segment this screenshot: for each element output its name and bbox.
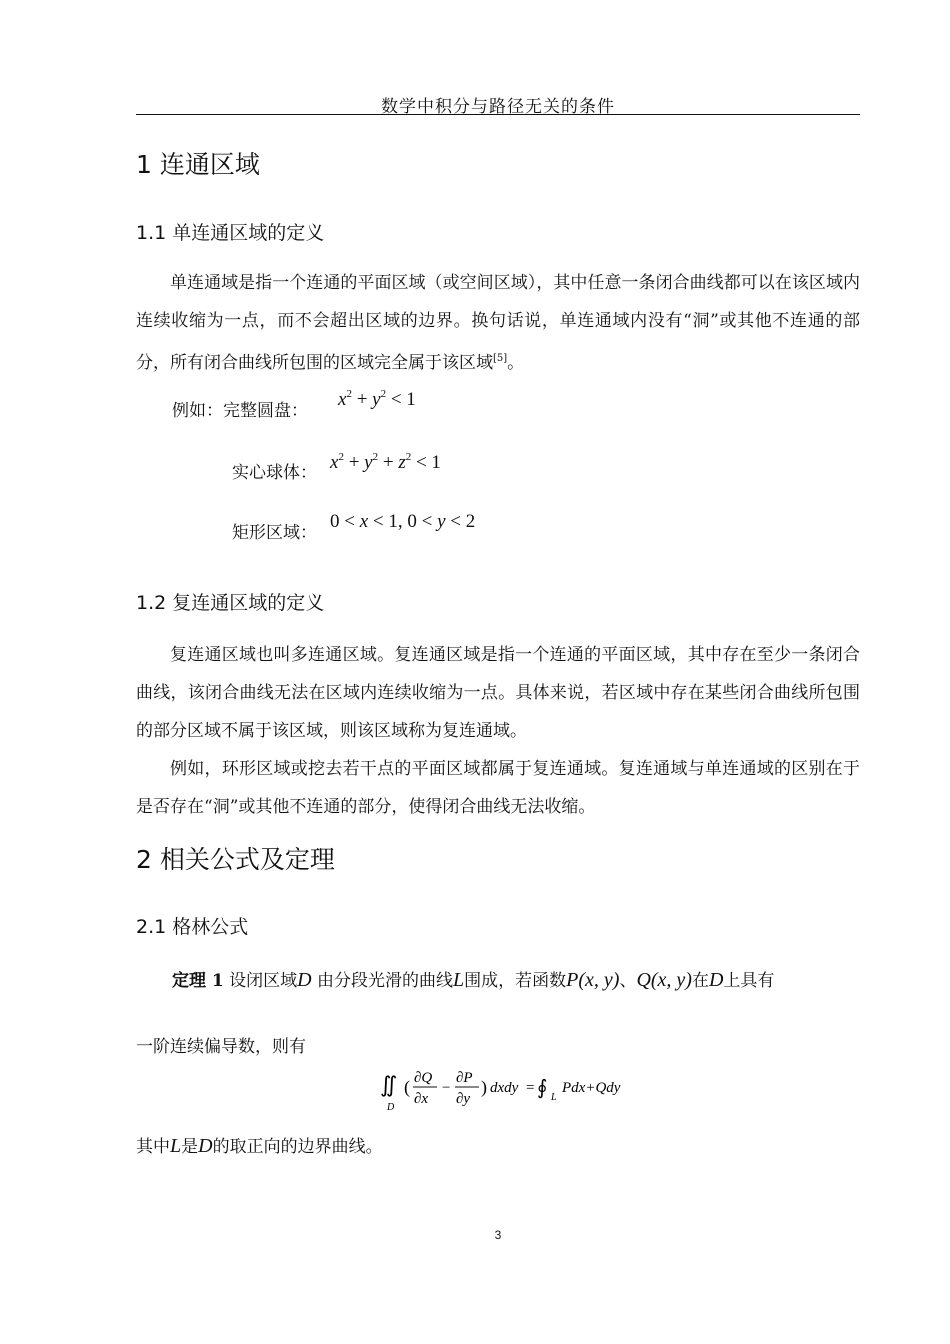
denominator-dy: ∂y (456, 1091, 471, 1107)
section-1-2-paragraphs (136, 636, 860, 826)
section-1-2-title: 1.2 复连通区域的定义 (136, 592, 325, 614)
theorem-text: 由分段光滑的曲线 (317, 971, 454, 991)
denominator-dx: ∂x (414, 1091, 429, 1107)
symbol-L: L (170, 1135, 182, 1157)
region-subscript: D (387, 1102, 395, 1113)
theorem-line-2: 一阶连续偏导数，则有 (136, 1037, 306, 1057)
symbol-D: D (297, 969, 312, 991)
rhs-expression: Pdx+Qdy (562, 1080, 621, 1096)
header-rule (136, 114, 860, 115)
section-2-title: 2 相关公式及定理 (136, 845, 335, 874)
separator: 、 (619, 971, 637, 991)
text: 的取正向的边界曲线。 (212, 1137, 383, 1157)
symbol-Q: Q(x, y) (636, 969, 692, 991)
text: 是 (181, 1137, 199, 1157)
text: 其中 (136, 1137, 170, 1157)
theorem-text: 在 (691, 971, 709, 991)
section-1-1-paragraph (136, 264, 860, 382)
curve-subscript: L (551, 1092, 557, 1103)
section-1-1-title: 1.1 单连通区域的定义 (136, 222, 325, 244)
greens-formula-svg (380, 1062, 660, 1118)
page-number: 3 (494, 1228, 502, 1242)
equals-sign: = (526, 1080, 535, 1096)
after-formula-line (136, 1132, 383, 1158)
symbol-D: D (198, 1135, 213, 1157)
theorem-text: 设闭区域 (229, 971, 298, 991)
formula-rect: 0 < x < 1, 0 < y < 2 (330, 511, 476, 532)
example-label-rect: 矩形区域： (232, 523, 317, 543)
paragraph-text: 单连通域是指一个连通的平面区域（或空间区域），其中任意一条闭合曲线都可以在该区域内连续收缩为一点，而不会超出区域的边界。换句话说，单连通域内没有“洞”或其他不连通的部分，所有闭合曲线所包围的区域完全属于该区域 (136, 273, 860, 373)
theorem-text: 围成，若函数 (464, 971, 567, 991)
paragraph: 复连通区域也叫多连通区域。复连通区域是指一个连通的平面区域，其中存在至少一条闭合曲线，该闭合曲线无法在区域内连续收缩为一点。具体来说，若区域中存在某些闭合曲线所包围的部分区域不属于该区域，则该区域称为复连通域。 (136, 645, 860, 741)
page-header-title: 数学中积分与路径无关的条件 (381, 97, 615, 117)
section-2-1-title: 2.1 格林公式 (136, 916, 249, 938)
theorem-label: 定理 1 (172, 971, 224, 991)
citation-ref: [5] (493, 353, 508, 364)
formula-ball: $x^2 + y^2 + z^2 < 1$ (330, 451, 441, 473)
numerator-dP: ∂P (456, 1070, 473, 1086)
paragraph-end: 。 (507, 353, 525, 373)
greens-formula (380, 1062, 660, 1122)
contour-integral-sign: ∮ (537, 1077, 548, 1099)
symbol-D: D (708, 969, 724, 991)
symbol-P: P(x, y) (566, 969, 620, 991)
section-1-title: 1 连通区域 (136, 150, 260, 179)
minus-sign: − (442, 1080, 451, 1096)
numerator-dQ: ∂Q (414, 1070, 433, 1086)
symbol-L: L (453, 969, 465, 991)
open-paren: ( (404, 1077, 410, 1097)
theorem-line (172, 966, 774, 992)
formula-disk: $x^2 + y^2 < 1$ (338, 388, 416, 410)
dxdy: dxdy (490, 1080, 519, 1096)
close-paren: ) (481, 1077, 487, 1097)
example-label-disk: 例如：完整圆盘： (172, 401, 308, 421)
example-label-ball: 实心球体： (232, 463, 317, 483)
paragraph: 例如，环形区域或挖去若干点的平面区域都属于复连通域。复连通域与单连通域的区别在于是否存在“洞”或其他不连通的部分，使得闭合曲线无法收缩。 (136, 759, 860, 817)
theorem-text: 上具有 (723, 971, 775, 991)
double-integral-sign: ∬ (380, 1072, 398, 1097)
